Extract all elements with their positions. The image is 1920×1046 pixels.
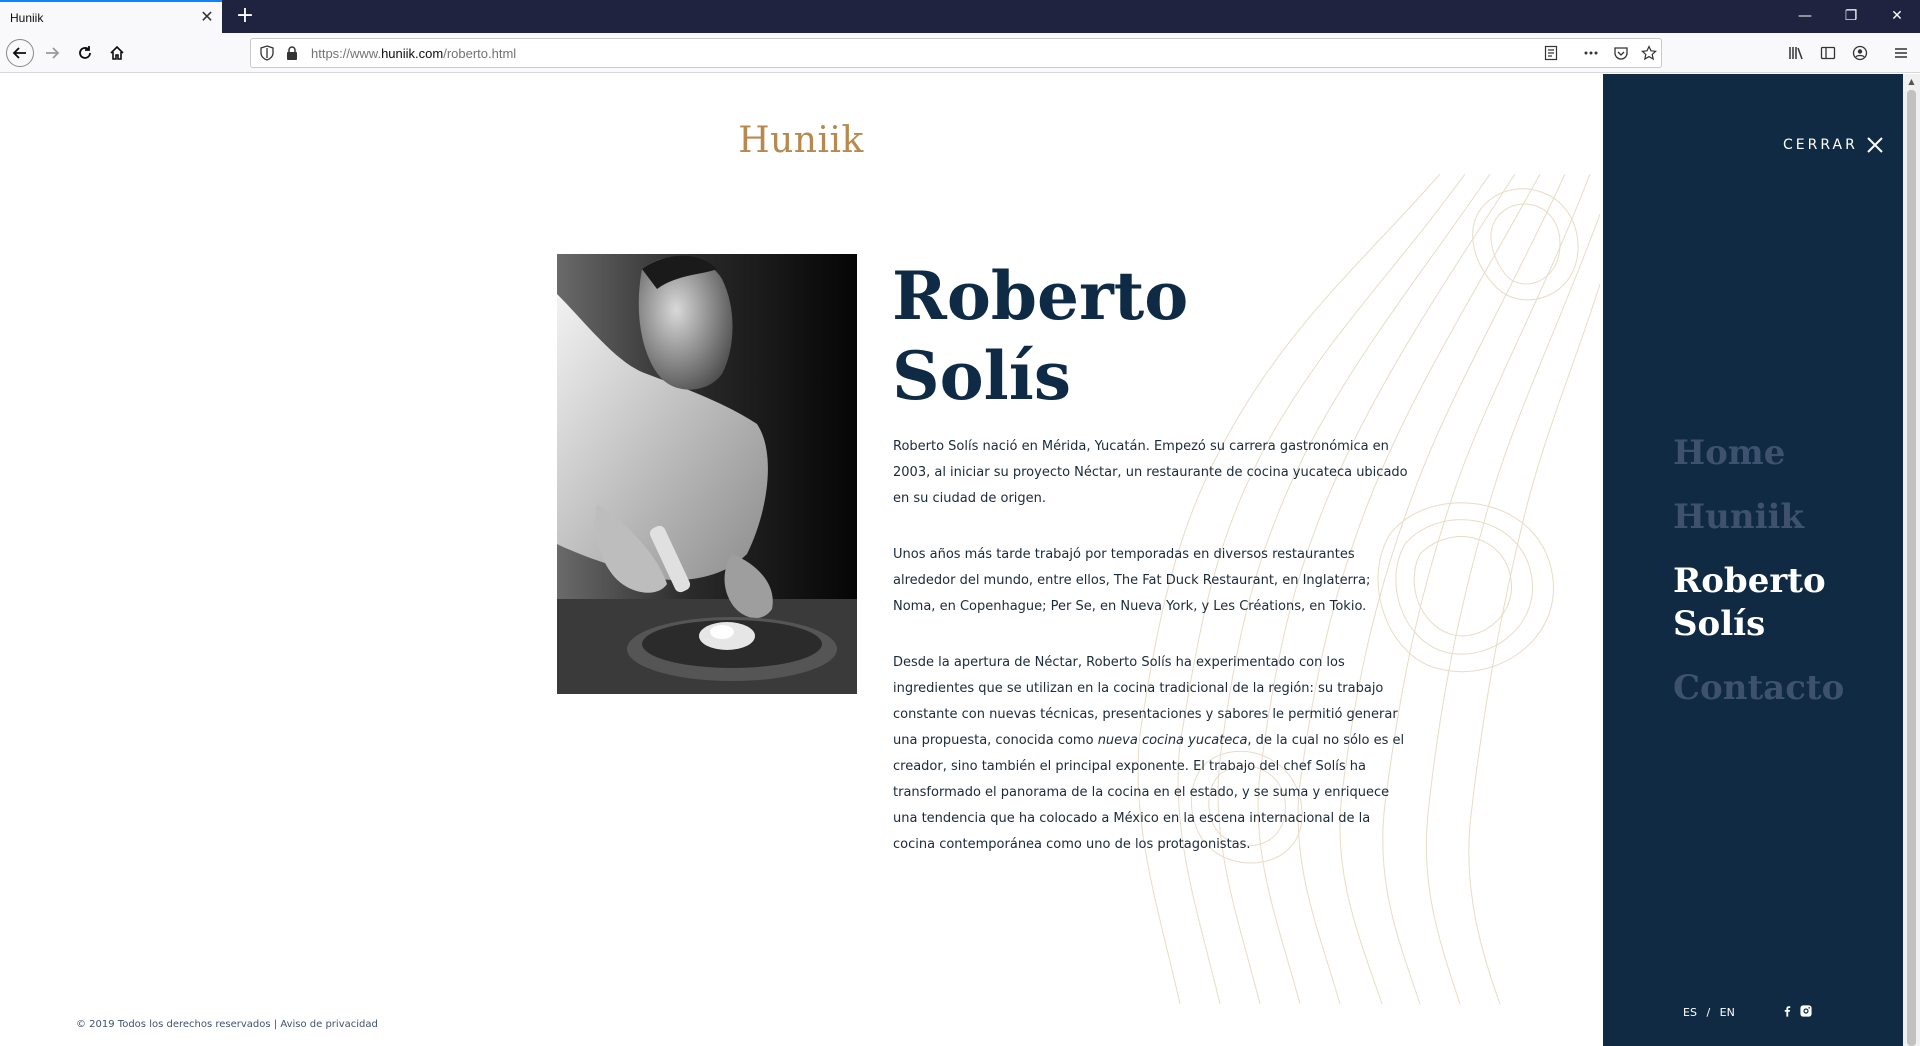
close-icon <box>1866 136 1884 154</box>
chef-portrait-illustration <box>557 254 857 694</box>
footer-copyright[interactable]: © 2019 Todos los derechos reservados | Aviso de privacidad <box>76 1019 378 1030</box>
reload-button[interactable] <box>71 39 99 67</box>
language-switcher <box>1683 1006 1735 1019</box>
facebook-glyph <box>1783 1005 1791 1017</box>
scroll-up-arrow-icon[interactable]: ▲ <box>1908 77 1915 86</box>
url-prefix: https://www. <box>311 46 382 61</box>
new-tab-button[interactable]: + <box>235 3 255 28</box>
menu-item-roberto-solis-line-2: Solís <box>1673 604 1766 644</box>
bio-paragraph-3-start: Desde la apertura de Néctar, Roberto Solís ha experimentado con los ingredientes que se utilizan en la cocina tradicional de la región: su trabajo constante con nuevas técnicas, presentaciones y sabores le permitió generar una propuesta, conocida como <box>893 655 1398 748</box>
browser-navbar <box>0 33 1920 73</box>
account-icon <box>1851 44 1869 62</box>
browser-tabstrip <box>0 0 1920 33</box>
bio-paragraph-2: Unos años más tarde trabajó por temporadas en diversos restaurantes alrededor del mundo, entre ellos, The Fat Duck Restaurant, en Inglaterra; Noma, en Copenhague; Per Se, en Nueva York, y Les Créations, en Tokio. <box>893 547 1371 614</box>
bio-paragraph-1: Roberto Solís nació en Mérida, Yucatán. Empezó su carrera gastronómica en 2003, al iniciar su proyecto Néctar, un restaurante de cocina yucateca ubicado en su ciudad de origen. <box>893 439 1408 506</box>
site-logo[interactable]: Huniik <box>738 120 864 161</box>
close-menu-button[interactable] <box>1783 136 1884 154</box>
page-scrollbar[interactable] <box>1903 74 1920 1046</box>
close-menu-label: CERRAR <box>1783 137 1858 153</box>
bio-emphasis: nueva cocina yucateca <box>1097 733 1248 748</box>
page-title-line-2: Solís <box>892 337 1071 415</box>
app-menu-button[interactable] <box>1887 39 1915 67</box>
home-icon <box>108 44 126 62</box>
arrow-left-icon <box>11 44 29 62</box>
window-restore-button[interactable]: ❐ <box>1844 8 1858 24</box>
reader-view-icon[interactable] <box>1543 45 1559 61</box>
lang-es-link[interactable]: ES <box>1683 1006 1697 1019</box>
scrollbar-thumb[interactable] <box>1907 90 1916 1046</box>
menu-item-contacto[interactable]: Contacto <box>1673 668 1845 708</box>
url-domain: huniik.com <box>381 46 444 61</box>
shield-icon[interactable] <box>259 45 275 61</box>
tab-title: Huniik <box>10 11 44 25</box>
pocket-icon[interactable] <box>1613 45 1629 61</box>
page-viewport <box>0 74 1920 1046</box>
hamburger-icon <box>1892 44 1910 62</box>
bio-paragraph-3 <box>893 650 1413 858</box>
url-bar[interactable] <box>250 38 1662 68</box>
arrow-right-icon <box>43 44 61 62</box>
sidebar-icon <box>1819 44 1837 62</box>
bookmark-star-icon[interactable] <box>1641 45 1657 61</box>
home-button[interactable] <box>103 39 131 67</box>
account-button[interactable] <box>1846 39 1874 67</box>
back-button[interactable] <box>6 39 34 67</box>
bio-paragraph-3-end: , de la cual no sólo es el creador, sino también el principal exponente. El trabajo del chef Solís ha transformado el panorama de la cocina en el estado, y se suma y enriquece una tendencia que ha colocado a México en la escena internacional de la cocina contemporánea como uno de los protagonistas. <box>893 733 1405 852</box>
lock-icon[interactable] <box>285 45 299 61</box>
menu-item-roberto-solis-line-1: Roberto <box>1673 561 1826 601</box>
lang-en-link[interactable]: EN <box>1719 1006 1735 1019</box>
menu-item-roberto-solis[interactable] <box>1673 560 1826 646</box>
browser-tab-active[interactable] <box>0 0 222 33</box>
menu-item-home[interactable]: Home <box>1673 433 1786 473</box>
facebook-icon[interactable] <box>1780 1004 1794 1018</box>
more-actions-icon[interactable] <box>1583 45 1599 61</box>
menu-item-huniik[interactable]: Huniik <box>1673 497 1804 537</box>
url-path: /roberto.html <box>443 46 517 61</box>
instagram-glyph <box>1800 1005 1812 1017</box>
window-minimize-button[interactable]: — <box>1798 8 1812 24</box>
window-close-button[interactable]: ✕ <box>1891 8 1903 24</box>
sidebar-toggle-button[interactable] <box>1814 39 1842 67</box>
library-icon <box>1787 44 1805 62</box>
side-menu-panel <box>1603 74 1903 1046</box>
lang-separator: / <box>1706 1006 1711 1019</box>
instagram-icon[interactable] <box>1799 1004 1813 1018</box>
library-button[interactable] <box>1782 39 1810 67</box>
tab-close-button[interactable]: ✕ <box>200 7 214 26</box>
page-title <box>892 256 1392 416</box>
page-title-line-1: Roberto <box>892 257 1189 335</box>
forward-button[interactable] <box>38 39 66 67</box>
reload-icon <box>76 44 94 62</box>
url-text <box>311 46 516 61</box>
chef-portrait-image <box>557 254 857 694</box>
